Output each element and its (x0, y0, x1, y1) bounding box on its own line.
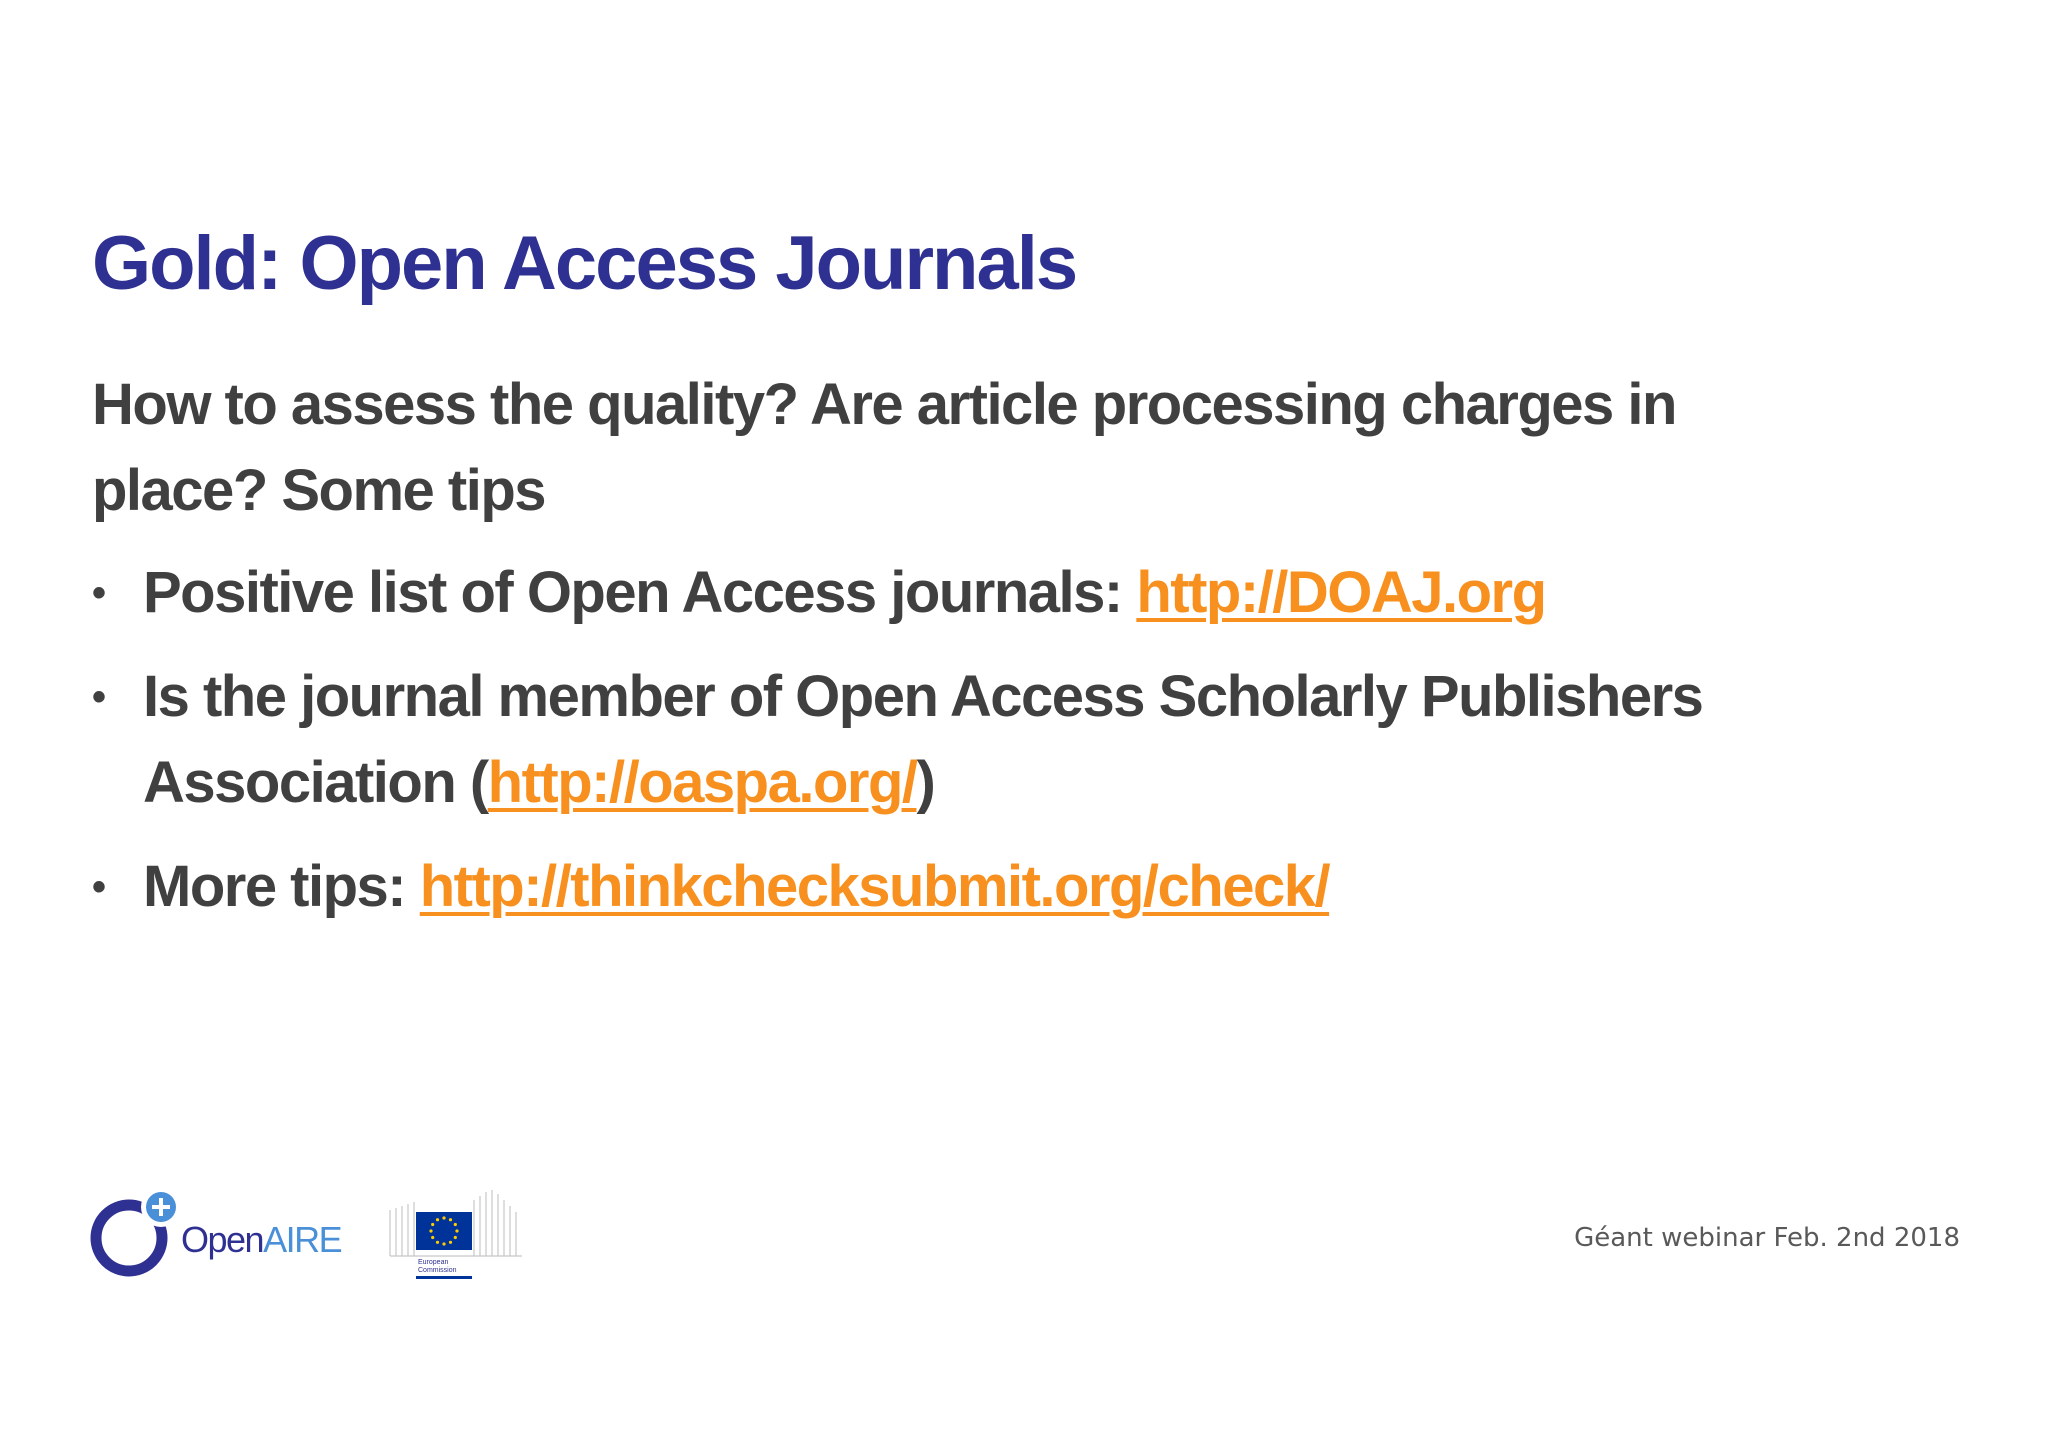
tip-item-thinkcheck (92, 844, 1793, 930)
ec-building-icon (388, 1188, 524, 1280)
bullet-icon: • (92, 865, 105, 909)
tips-list (92, 550, 1792, 930)
bullet-icon: • (92, 571, 105, 615)
slide-body (92, 362, 1792, 948)
tip-text: Positive list of Open Access journals: (143, 560, 1137, 625)
tip-text: Is the journal member of Open Access Scholarly Publishers Association ( (143, 664, 1703, 815)
european-commission-logo (388, 1188, 524, 1280)
tip-text: More tips: (143, 854, 420, 919)
intro-text: How to assess the quality? Are article processing charges in place? Some tips (92, 372, 1676, 523)
openaire-wordmark: OpenAIRE (181, 1219, 342, 1260)
tip-text-after: ) (916, 750, 935, 815)
openaire-ring-icon (88, 1186, 178, 1278)
doaj-link[interactable]: http://DOAJ.org (1136, 560, 1546, 625)
thinkchecksubmit-link[interactable]: http://thinkchecksubmit.org/check/ (419, 854, 1330, 919)
tip-item-oaspa (92, 654, 1793, 826)
slide-title: Gold: Open Access Journals (92, 221, 1077, 306)
ec-label-line1: European (418, 1259, 449, 1266)
oaspa-link[interactable]: http://oaspa.org/ (487, 750, 917, 815)
openaire-logo (88, 1186, 368, 1278)
ec-label-line2: Commission (418, 1267, 457, 1274)
bullet-icon: • (92, 675, 105, 719)
footer-note: Géant webinar Feb. 2nd 2018 (1574, 1223, 1960, 1253)
tip-item-doaj (92, 550, 1793, 636)
